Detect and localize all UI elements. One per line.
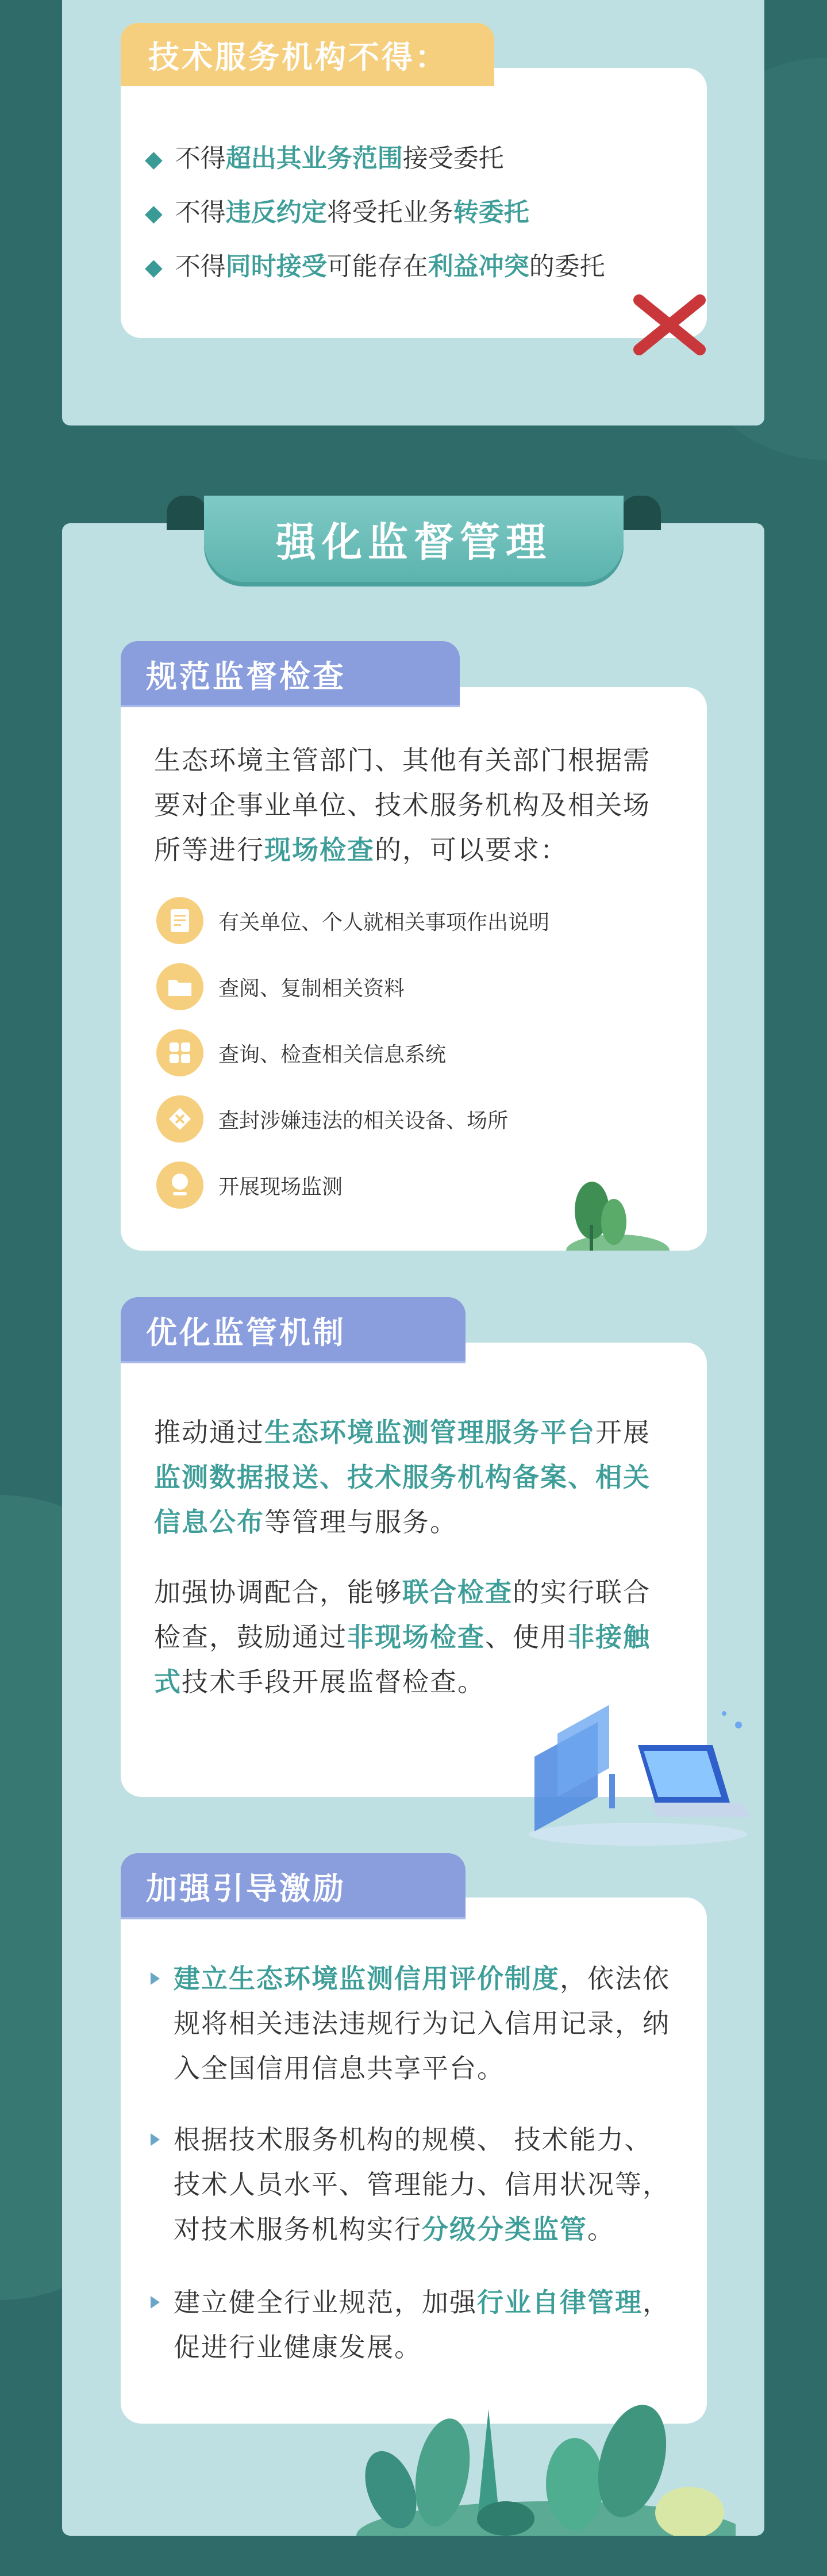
para-highlight: 监测数据报送、技术服务机构备案、相关信息公布 bbox=[154, 1462, 651, 1538]
inspect-item-2 bbox=[156, 963, 405, 1010]
inspect-heading-text: 规范监督检查 bbox=[146, 658, 346, 695]
intro-highlight: 现场检查 bbox=[264, 834, 375, 865]
mechanism-heading-text: 优化监管机制 bbox=[146, 1314, 346, 1351]
incentive-heading-text: 加强引导激励 bbox=[146, 1870, 346, 1907]
seal-icon bbox=[156, 1095, 203, 1143]
para-text: 、使用 bbox=[485, 1621, 568, 1653]
incentive-heading bbox=[121, 1853, 466, 1919]
banner-right-ear bbox=[621, 496, 661, 530]
rule-highlight: 利益冲突 bbox=[428, 252, 529, 281]
rule-line-3 bbox=[145, 250, 605, 285]
inspect-item-text: 查阅、复制相关资料 bbox=[218, 976, 405, 1000]
incentive-bullet-2 bbox=[174, 2117, 679, 2252]
bullet-text: 根据技术服务机构的规模、 技术能力、技术人员水平、管理能力、信用状况等，对技术服务机构实行 bbox=[174, 2124, 670, 2245]
rule-line-2 bbox=[145, 195, 529, 231]
para-text: 的实行联合检查，鼓励通过 bbox=[154, 1577, 651, 1653]
computer-illustration bbox=[523, 1699, 753, 1849]
rules-heading bbox=[121, 23, 494, 86]
rule-highlight: 超出其业务范围 bbox=[225, 144, 403, 173]
diamond-icon: ◆ bbox=[145, 254, 163, 281]
inspect-item-5 bbox=[156, 1162, 343, 1209]
inspect-item-text: 查询、检查相关信息系统 bbox=[218, 1042, 447, 1067]
inspect-item-4 bbox=[156, 1095, 508, 1143]
rule-highlight: 转委托 bbox=[453, 198, 529, 227]
rule-line-1 bbox=[145, 141, 504, 177]
rule-text: 不得 bbox=[175, 252, 226, 281]
grid-icon bbox=[156, 1029, 203, 1076]
rule-text: 接受委托 bbox=[402, 144, 504, 173]
para-text: 开展 bbox=[595, 1417, 651, 1448]
bullet-text: 。 bbox=[587, 2214, 615, 2245]
mechanism-paragraph-2 bbox=[154, 1570, 677, 1704]
intro-text: 生态环境主管部门、其他有关部门根据需要对企事业单位、技术服务机构及相关场所等进行 bbox=[154, 745, 651, 865]
bullet-triangle-icon bbox=[151, 1972, 160, 1985]
banner-left-ear bbox=[167, 496, 207, 530]
bullet-triangle-icon bbox=[151, 2133, 160, 2146]
para-highlight: 非接触式 bbox=[154, 1621, 651, 1697]
incentive-bullet-3 bbox=[174, 2280, 679, 2370]
para-highlight: 生态环境监测管理服务平台 bbox=[264, 1417, 595, 1448]
bullet-text: ，依法依规将相关违法违规行为记入信用记录，纳入全国信用信息共享平台。 bbox=[174, 1963, 670, 2084]
folder-icon bbox=[156, 963, 203, 1010]
inspect-item-text: 开展现场监测 bbox=[218, 1175, 343, 1199]
inspect-item-1 bbox=[156, 897, 549, 944]
section-title-banner bbox=[204, 496, 624, 582]
rule-text: 将受托业务 bbox=[326, 198, 453, 227]
rule-highlight: 同时接受 bbox=[225, 252, 327, 281]
bullet-text: 建立健全行业规范，加强 bbox=[174, 2287, 477, 2318]
document-icon bbox=[156, 897, 203, 944]
bullet-highlight: 行业自律管理 bbox=[477, 2287, 643, 2318]
inspect-item-text: 查封涉嫌违法的相关设备、场所 bbox=[218, 1109, 509, 1133]
rule-text: 不得 bbox=[175, 198, 226, 227]
foliage-illustration bbox=[345, 2375, 736, 2536]
bullet-text: ，促进行业健康发展。 bbox=[174, 2287, 670, 2363]
rule-text: 可能存在 bbox=[326, 252, 428, 281]
rule-highlight: 违反约定 bbox=[225, 198, 327, 227]
cross-icon bbox=[632, 293, 707, 356]
inspect-heading bbox=[121, 641, 460, 707]
para-text: 推动通过 bbox=[154, 1417, 264, 1448]
para-highlight: 联合检查 bbox=[402, 1577, 513, 1608]
diamond-icon: ◆ bbox=[145, 200, 163, 227]
bullet-highlight: 分级分类监管 bbox=[422, 2214, 587, 2245]
diamond-icon: ◆ bbox=[145, 146, 163, 172]
inspect-intro bbox=[154, 738, 677, 872]
intro-text: 的，可以要求： bbox=[375, 834, 568, 865]
rules-heading-text: 技术服务机构不得： bbox=[148, 39, 448, 75]
para-text: 等管理与服务。 bbox=[264, 1506, 457, 1538]
bullet-triangle-icon bbox=[151, 2296, 160, 2309]
mechanism-paragraph-1 bbox=[154, 1410, 677, 1544]
inspect-item-text: 有关单位、个人就相关事项作出说明 bbox=[218, 910, 550, 934]
mechanism-heading bbox=[121, 1297, 466, 1363]
plant-illustration bbox=[563, 1179, 672, 1251]
section-title: 强化监督管理 bbox=[276, 518, 552, 566]
rule-text: 不得 bbox=[175, 144, 226, 173]
bullet-highlight: 建立生态环境监测信用评价制度 bbox=[174, 1963, 560, 1994]
inspect-item-3 bbox=[156, 1029, 446, 1076]
para-text: 技术手段开展监督检查。 bbox=[182, 1666, 485, 1697]
para-text: 加强协调配合，能够 bbox=[154, 1577, 402, 1608]
location-icon bbox=[156, 1162, 203, 1209]
incentive-bullet-1 bbox=[174, 1956, 679, 2091]
para-highlight: 非现场检查 bbox=[347, 1621, 485, 1653]
rule-text: 的委托 bbox=[529, 252, 605, 281]
